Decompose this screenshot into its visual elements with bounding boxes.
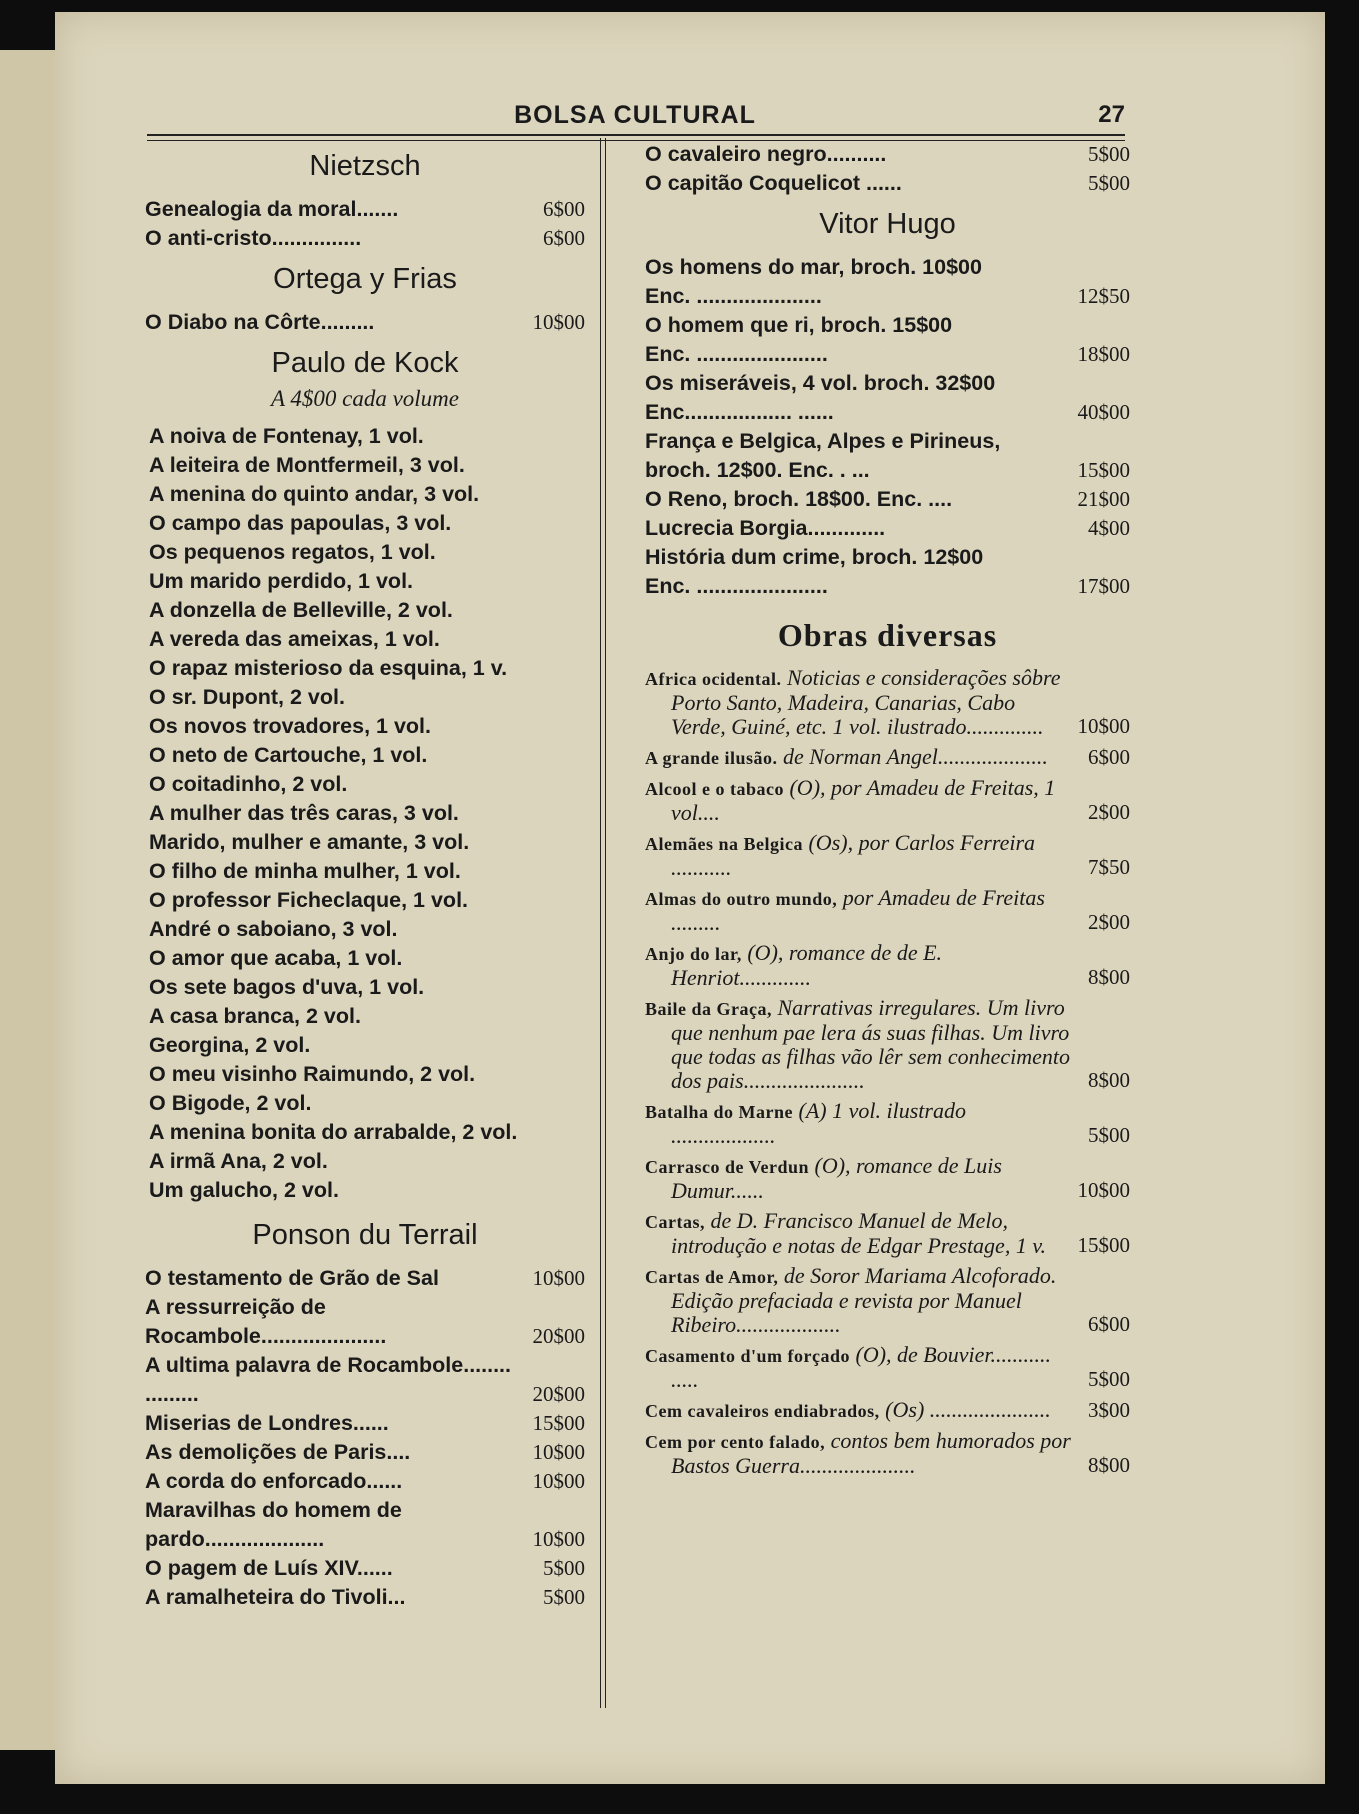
book-entry: O filho de minha mulher, 1 vol. (149, 859, 461, 883)
entry-price: 5$00 (543, 1556, 585, 1580)
entry-title (645, 831, 1074, 880)
book-entry: A irmã Ana, 2 vol. (149, 1149, 328, 1173)
entry-description: de Norman Angel.................... (777, 744, 1048, 769)
book-entry (645, 776, 1130, 825)
entry-price: 2$00 (1088, 910, 1130, 934)
book-entry: Um marido perdido, 1 vol. (149, 569, 414, 593)
adjacent-page-edge (0, 50, 60, 1750)
section-title-nietzsch: Nietzsch (309, 150, 421, 182)
entry-title (645, 1398, 1074, 1423)
entry-price: 10$00 (532, 310, 585, 334)
entry-price: 10$00 (532, 1440, 585, 1464)
entry-title (645, 745, 1074, 770)
entry-heading: Casamento d'um forçado (645, 1346, 850, 1366)
book-entry (645, 340, 1130, 369)
entry-heading: Cartas, (645, 1212, 705, 1232)
entry-title: A ramalheteira do Tivoli... (145, 1585, 406, 1609)
entry-heading: Alemães na Belgica (645, 834, 803, 854)
entry-description: de Soror Mariama Alcoforado. Edição prefaciada e revista por Manuel Ribeiro................... (671, 1263, 1057, 1337)
book-entry: A casa branca, 2 vol. (149, 1004, 361, 1028)
book-entry (145, 1409, 585, 1438)
entry-title: Enc.................. ...... (645, 400, 834, 424)
entry-title: Enc. ...................... (645, 342, 828, 366)
entry-price: 17$00 (1077, 574, 1130, 598)
section-title-kock: Paulo de Kock (271, 347, 459, 379)
book-entry (145, 308, 585, 337)
book-entry (645, 140, 1130, 169)
entry-price: 6$00 (543, 197, 585, 221)
entry-price: 8$00 (1088, 965, 1130, 989)
section-title-diversas: Obras diversas (777, 617, 998, 653)
entry-heading: Anjo do lar, (645, 944, 742, 964)
entry-price: 12$50 (1077, 284, 1130, 308)
entry-heading: A grande ilusão. (645, 748, 778, 768)
book-entry: O professor Ficheclaque, 1 vol. (149, 888, 469, 912)
entry-title: O anti-cristo............... (145, 226, 362, 250)
book-entry: A menina do quinto andar, 3 vol. (149, 482, 480, 506)
entry-title: Lucrecia Borgia............. (645, 516, 886, 540)
nietzsch-list (145, 195, 585, 253)
kock-subtitle: A 4$00 cada volume (270, 386, 459, 411)
entry-title: O cavaleiro negro.......... (645, 142, 887, 166)
entry-title: O homem que ri, broch. 15$00 (645, 313, 953, 337)
book-entry (645, 745, 1130, 770)
entry-title (645, 1154, 1064, 1203)
ortega-list (145, 308, 585, 337)
book-entry: A noiva de Fontenay, 1 vol. (149, 424, 424, 448)
entry-description: por Amadeu de Freitas ......... (671, 885, 1045, 935)
book-entry: A menina bonita do arrabalde, 2 vol. (149, 1120, 518, 1144)
entry-title (645, 1209, 1064, 1258)
entry-title (645, 1099, 1074, 1148)
entry-title (645, 776, 1074, 825)
entry-price: 10$00 (532, 1527, 585, 1551)
entry-price: 5$00 (1088, 171, 1130, 195)
book-entry (645, 311, 1130, 340)
entry-heading: Baile da Graça, (645, 999, 772, 1019)
book-entry: Georgina, 2 vol. (149, 1033, 311, 1057)
entry-description: (O), por Amadeu de Freitas, 1 vol.... (671, 775, 1056, 825)
entry-description: (O), romance de Luis Dumur...... (671, 1153, 1002, 1203)
entry-price: 2$00 (1088, 800, 1130, 824)
entry-price: 6$00 (1088, 1312, 1130, 1336)
book-entry (645, 398, 1130, 427)
book-entry (645, 1398, 1130, 1423)
book-entry (645, 514, 1130, 543)
book-entry (645, 996, 1130, 1093)
entry-price: 6$00 (1088, 745, 1130, 769)
book-entry (645, 941, 1130, 990)
page-title: BOLSA CULTURAL (514, 101, 756, 129)
entry-heading: Cartas de Amor, (645, 1267, 779, 1287)
entry-title: O testamento de Grão de Sal (145, 1266, 439, 1290)
book-entry (145, 1496, 585, 1554)
book-entry (645, 369, 1130, 398)
right-column (645, 140, 1130, 1484)
book-entry: Os novos trovadores, 1 vol. (149, 714, 431, 738)
entry-heading: Batalha do Marne (645, 1102, 794, 1122)
book-entry (645, 169, 1130, 198)
book-entry: O rapaz misterioso da esquina, 1 v. (149, 656, 508, 680)
entry-description: (A) 1 vol. ilustrado ................... (671, 1098, 966, 1148)
entry-heading: Cem cavaleiros endiabrados, (645, 1401, 880, 1421)
entry-heading: Africa ocidental. (645, 669, 782, 689)
book-entry (645, 1099, 1130, 1148)
entry-description: (O), de Bouvier........... ..... (671, 1342, 1052, 1392)
book-entry (645, 1343, 1130, 1392)
entry-price: 20$00 (532, 1382, 585, 1406)
book-entry (645, 666, 1130, 739)
entry-description: (Os), por Carlos Ferreira ........... (671, 830, 1036, 880)
entry-description: (Os) ...................... (879, 1397, 1051, 1422)
column-divider (600, 138, 606, 1708)
book-entry: Os sete bagos d'uva, 1 vol. (149, 975, 425, 999)
entry-title: Miserias de Londres...... (145, 1411, 389, 1435)
entry-description: Narrativas irregulares. Um livro que nenhum pae lera ás suas filhas. Um livro que todas as filhas vão lêr sem conhecimento dos pais...................... (671, 995, 1070, 1093)
entry-title: Os miseráveis, 4 vol. broch. 32$00 (645, 371, 996, 395)
ponson-list (145, 1264, 585, 1612)
entry-price: 5$00 (543, 1585, 585, 1609)
book-entry (645, 282, 1130, 311)
hugo-list (645, 253, 1130, 601)
entry-price: 10$00 (532, 1469, 585, 1493)
entry-price: 40$00 (1077, 400, 1130, 424)
entry-price: 15$00 (532, 1411, 585, 1435)
diversas-list (645, 666, 1130, 1478)
book-entry (145, 224, 585, 253)
book-entry: O sr. Dupont, 2 vol. (149, 685, 345, 709)
book-entry: O campo das papoulas, 3 vol. (149, 511, 452, 535)
entry-title (645, 941, 1074, 990)
entry-title: França e Belgica, Alpes e Pirineus, broch. 12$00. Enc. . ... (645, 429, 1001, 482)
book-entry: A donzella de Belleville, 2 vol. (149, 598, 453, 622)
entry-price: 10$00 (532, 1266, 585, 1290)
entry-price: 4$00 (1088, 516, 1130, 540)
header-rule (147, 134, 1125, 136)
entry-price: 18$00 (1077, 342, 1130, 366)
section-title-hugo: Vitor Hugo (819, 208, 956, 240)
entry-price: 5$00 (1088, 1367, 1130, 1391)
entry-title: Os homens do mar, broch. 10$00 (645, 255, 982, 279)
section-title-ortega: Ortega y Frias (273, 263, 457, 295)
book-entry: Os pequenos regatos, 1 vol. (149, 540, 436, 564)
book-entry: A vereda das ameixas, 1 vol. (149, 627, 440, 651)
page-header (145, 95, 1125, 135)
entry-price: 3$00 (1088, 1398, 1130, 1422)
left-column (145, 140, 585, 1612)
book-entry: O meu visinho Raimundo, 2 vol. (149, 1062, 476, 1086)
entry-title: O Reno, broch. 18$00. Enc. .... (645, 487, 953, 511)
entry-title (645, 1264, 1074, 1337)
entry-title (645, 996, 1074, 1093)
entry-description: de D. Francisco Manuel de Melo, introdução e notas de Edgar Prestage, 1 v. (671, 1208, 1046, 1258)
entry-heading: Alcool e o tabaco (645, 779, 784, 799)
book-entry (645, 485, 1130, 514)
book-entry: O Bigode, 2 vol. (149, 1091, 312, 1115)
entry-description: contos bem humorados por Bastos Guerra..................... (671, 1428, 1071, 1478)
kock-list (145, 422, 585, 1205)
book-entry: O coitadinho, 2 vol. (149, 772, 348, 796)
book-entry: O neto de Cartouche, 1 vol. (149, 743, 428, 767)
book-entry (645, 1154, 1130, 1203)
entry-title (645, 666, 1064, 739)
entry-title: A ressurreição de Rocambole..................... (145, 1295, 387, 1348)
entry-price: 20$00 (532, 1324, 585, 1348)
section-title-ponson: Ponson du Terrail (252, 1219, 478, 1251)
entry-title: A corda do enforcado...... (145, 1469, 403, 1493)
entry-title: O Diabo na Côrte......... (145, 310, 375, 334)
book-entry: O amor que acaba, 1 vol. (149, 946, 403, 970)
book-entry: A leiteira de Montfermeil, 3 vol. (149, 453, 465, 477)
book-entry (145, 1264, 585, 1293)
book-entry (645, 427, 1130, 485)
book-entry (645, 1264, 1130, 1337)
book-entry (645, 886, 1130, 935)
entry-price: 15$00 (1077, 458, 1130, 482)
page-number: 27 (1098, 101, 1125, 128)
book-entry (145, 1583, 585, 1612)
entry-heading: Almas do outro mundo, (645, 889, 838, 909)
book-entry: Um galucho, 2 vol. (149, 1178, 339, 1202)
book-entry (645, 253, 1130, 282)
entry-title (645, 1429, 1074, 1478)
entry-price: 5$00 (1088, 142, 1130, 166)
book-entry (645, 831, 1130, 880)
entry-price: 5$00 (1088, 1123, 1130, 1147)
entry-price: 10$00 (1077, 1178, 1130, 1202)
entry-title (645, 1343, 1074, 1392)
entry-price: 8$00 (1088, 1453, 1130, 1477)
book-entry (645, 1429, 1130, 1478)
book-entry: A mulher das três caras, 3 vol. (149, 801, 459, 825)
entry-title: História dum crime, broch. 12$00 (645, 545, 984, 569)
entry-description: Noticias e considerações sôbre Porto Santo, Madeira, Canarias, Cabo Verde, Guiné, etc. 1 vol. ilustrado.............. (671, 665, 1061, 739)
entry-title: Enc. ..................... (645, 284, 822, 308)
entry-price: 7$50 (1088, 855, 1130, 879)
entry-title: Maravilhas do homem de pardo.................... (145, 1498, 402, 1551)
entry-title: O capitão Coquelicot ...... (645, 171, 902, 195)
entry-description: (O), romance de de E. Henriot............. (671, 940, 943, 990)
entry-price: 6$00 (543, 226, 585, 250)
entry-price: 8$00 (1088, 1068, 1130, 1092)
book-entry (145, 1293, 585, 1351)
book-entry: André o saboiano, 3 vol. (149, 917, 398, 941)
book-entry (645, 572, 1130, 601)
entry-title: As demolições de Paris.... (145, 1440, 411, 1464)
book-entry: Marido, mulher e amante, 3 vol. (149, 830, 470, 854)
entry-title: Genealogia da moral....... (145, 197, 399, 221)
book-entry (645, 543, 1130, 572)
entry-heading: Cem por cento falado, (645, 1432, 826, 1452)
entry-title: Enc. ...................... (645, 574, 828, 598)
entry-price: 15$00 (1077, 1233, 1130, 1257)
entry-title (645, 886, 1074, 935)
book-entry (145, 1554, 585, 1583)
book-entry (145, 195, 585, 224)
entry-title: A ultima palavra de Rocambole........ ......... (145, 1353, 512, 1406)
book-entry (645, 1209, 1130, 1258)
entry-price: 21$00 (1077, 487, 1130, 511)
book-entry (145, 1438, 585, 1467)
entry-title: O pagem de Luís XIV...... (145, 1556, 393, 1580)
book-entry (145, 1351, 585, 1409)
entry-price: 10$00 (1077, 714, 1130, 738)
entry-heading: Carrasco de Verdun (645, 1157, 810, 1177)
top-list (645, 140, 1130, 198)
book-entry (145, 1467, 585, 1496)
